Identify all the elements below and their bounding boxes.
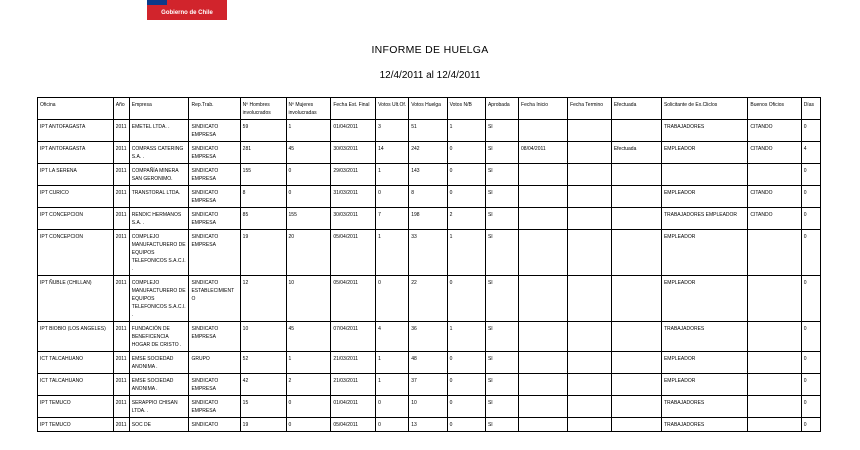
table-cell: 1 (376, 230, 409, 276)
table-cell (611, 230, 661, 276)
table-cell: COMPLEJO MANUFACTURERO DE EQUIPOS TELEFONICOS S.A.C.I. . (129, 276, 189, 322)
table-cell: 155 (240, 164, 286, 186)
table-cell (748, 374, 801, 396)
table-cell: 2011 (113, 396, 129, 418)
table-cell (568, 208, 612, 230)
table-cell: 8 (240, 186, 286, 208)
table-cell: 1 (376, 352, 409, 374)
table-cell (519, 374, 568, 396)
table-cell: 21/03/2011 (331, 352, 376, 374)
table-cell: 37 (409, 374, 447, 396)
table-cell (568, 230, 612, 276)
table-cell: SI (485, 142, 518, 164)
table-cell: 2011 (113, 352, 129, 374)
table-cell (568, 142, 612, 164)
table-cell: 01/04/2011 (331, 396, 376, 418)
table-cell: 0 (801, 276, 820, 322)
table-cell: 4 (376, 322, 409, 352)
table-cell (748, 230, 801, 276)
table-cell: 36 (409, 322, 447, 352)
table-cell: 0 (447, 186, 485, 208)
table-cell: 1 (286, 352, 331, 374)
table-cell: IPT CURICO (38, 186, 114, 208)
table-cell: 10 (240, 322, 286, 352)
table-cell: 05/04/2011 (331, 418, 376, 432)
table-cell: TRABAJADORES (661, 418, 747, 432)
government-logo (147, 0, 227, 20)
table-cell: SI (485, 418, 518, 432)
column-header: Votos N/B (447, 98, 485, 120)
table-cell: 42 (240, 374, 286, 396)
table-cell: SINDICATO (189, 418, 240, 432)
table-cell: COMPASS CATERING S.A. . (129, 142, 189, 164)
table-cell: 0 (447, 276, 485, 322)
table-cell (519, 186, 568, 208)
table-cell: 31/03/2011 (331, 186, 376, 208)
column-header: Rep.Trab. (189, 98, 240, 120)
table-cell (611, 164, 661, 186)
table-cell: EMETEL LTDA. . (129, 120, 189, 142)
table-cell (748, 276, 801, 322)
table-cell (748, 396, 801, 418)
table-cell: IPT ANTOFAGASTA (38, 120, 114, 142)
table-cell: 0 (801, 352, 820, 374)
table-cell: IPT LA SERENA (38, 164, 114, 186)
table-cell: 0 (376, 418, 409, 432)
table-cell (519, 230, 568, 276)
table-cell (568, 374, 612, 396)
table-cell: EMPLEADOR (661, 230, 747, 276)
table-cell: 0 (801, 120, 820, 142)
table-cell (611, 374, 661, 396)
table-cell: 14 (376, 142, 409, 164)
table-cell (568, 322, 612, 352)
table-cell: EMPLEADOR (661, 142, 747, 164)
table-row (38, 418, 821, 432)
table-cell: 0 (801, 164, 820, 186)
table-cell: IPT TEMUCO (38, 396, 114, 418)
table-row (38, 230, 821, 276)
table-cell (611, 352, 661, 374)
table-cell: 05/04/2011 (331, 276, 376, 322)
table-cell: 59 (240, 120, 286, 142)
table-cell: EMPLEADOR (661, 276, 747, 322)
table-cell: 0 (801, 374, 820, 396)
table-cell: 22 (409, 276, 447, 322)
table-cell: 1 (447, 120, 485, 142)
table-cell: SI (485, 374, 518, 396)
table-cell: 30/03/2011 (331, 208, 376, 230)
table-cell: SINDICATO EMPRESA (189, 208, 240, 230)
table-cell (748, 352, 801, 374)
table-cell: IPT CONCEPCION (38, 230, 114, 276)
table-cell: SI (485, 352, 518, 374)
table-cell: 0 (447, 142, 485, 164)
table-cell: 19 (240, 418, 286, 432)
column-header: Votos Huelga (409, 98, 447, 120)
table-body (38, 120, 821, 432)
table-cell: SINDICATO EMPRESA (189, 322, 240, 352)
table-cell (611, 208, 661, 230)
table-cell: 2 (286, 374, 331, 396)
table-cell (611, 322, 661, 352)
table-cell: 2011 (113, 208, 129, 230)
table-cell: 143 (409, 164, 447, 186)
table-cell: 1 (286, 120, 331, 142)
table-cell: 29/03/2011 (331, 164, 376, 186)
table-cell: 15 (240, 396, 286, 418)
table-cell: 0 (447, 396, 485, 418)
table-cell: 21/03/2011 (331, 374, 376, 396)
table-cell: SI (485, 120, 518, 142)
table-cell: 8 (409, 186, 447, 208)
table-cell: 0 (447, 352, 485, 374)
table-cell: TRANSTORAL LTDA. (129, 186, 189, 208)
table-cell: TRABAJADORES (661, 322, 747, 352)
column-header: Buenos Oficios (748, 98, 801, 120)
table-header-row (38, 98, 821, 120)
table-row (38, 374, 821, 396)
table-cell: EMSE SOCIEDAD ANONIMA . (129, 352, 189, 374)
table-cell: CITANDO (748, 142, 801, 164)
table-cell: GRUPO (189, 352, 240, 374)
table-cell: 1 (376, 164, 409, 186)
table-row (38, 120, 821, 142)
table-cell (568, 276, 612, 322)
table-cell: 0 (801, 230, 820, 276)
table-cell: 2011 (113, 322, 129, 352)
table-cell: 05/04/2011 (331, 230, 376, 276)
table-cell: 1 (447, 322, 485, 352)
table-cell: FUNDACIÓN DE BENEFICENCIA HOGAR DE CRISTO . (129, 322, 189, 352)
table-cell: RENDIC HERMANOS S.A. . (129, 208, 189, 230)
table-cell: ICT TALCAHUANO (38, 374, 114, 396)
table-cell: 7 (376, 208, 409, 230)
table-cell: 2011 (113, 276, 129, 322)
table-cell: 4 (801, 142, 820, 164)
table-cell: 0 (801, 208, 820, 230)
table-cell: SINDICATO EMPRESA (189, 164, 240, 186)
table-cell: 0 (286, 164, 331, 186)
table-cell (611, 418, 661, 432)
table-cell: CITANDO (748, 120, 801, 142)
table-cell: 30/03/2011 (331, 142, 376, 164)
table-cell (519, 164, 568, 186)
column-header: Fecha Inicio (519, 98, 568, 120)
table-row (38, 276, 821, 322)
table-cell: TRABAJADORES (661, 120, 747, 142)
logo-text: Gobierno de Chile (147, 5, 227, 20)
table-cell: SI (485, 396, 518, 418)
column-header: Nº Mujeres involucradas (286, 98, 331, 120)
table-cell: SI (485, 164, 518, 186)
table-cell: SINDICATO EMPRESA (189, 374, 240, 396)
column-header: Nº Hombres involucrados (240, 98, 286, 120)
table-cell (748, 164, 801, 186)
table-cell: COMPLEJO MANUFACTURERO DE EQUIPOS TELEFONICOS S.A.C.I. . (129, 230, 189, 276)
table-cell: 0 (447, 374, 485, 396)
table-cell (519, 276, 568, 322)
table-cell: 0 (286, 396, 331, 418)
table-cell (568, 418, 612, 432)
report-title: INFORME DE HUELGA (371, 44, 489, 56)
table-cell: 33 (409, 230, 447, 276)
table-cell (519, 352, 568, 374)
table-cell: 2 (447, 208, 485, 230)
table-cell: 2011 (113, 186, 129, 208)
table-row (38, 186, 821, 208)
table-cell: COMPAÑÍA MINERA SAN GERONIMO. (129, 164, 189, 186)
table-cell: 0 (801, 418, 820, 432)
table-cell: 20 (286, 230, 331, 276)
table-cell (611, 276, 661, 322)
table-cell: EMPLEADOR (661, 352, 747, 374)
table-cell: IPT ÑUBLE (CHILLAN) (38, 276, 114, 322)
table-cell: 45 (286, 322, 331, 352)
table-cell: SI (485, 208, 518, 230)
table-cell: 0 (447, 418, 485, 432)
table-cell: 2011 (113, 120, 129, 142)
table-cell: 08/04/2011 (519, 142, 568, 164)
table-cell (568, 186, 612, 208)
table-cell: 0 (376, 396, 409, 418)
table-cell: 2011 (113, 142, 129, 164)
table-cell: SINDICATO EMPRESA (189, 120, 240, 142)
table-cell: CITANDO (748, 186, 801, 208)
table-cell: 0 (376, 186, 409, 208)
table-cell: TRABAJADORES EMPLEADOR (661, 208, 747, 230)
report-date-range: 12/4/2011 al 12/4/2011 (379, 70, 481, 81)
table-cell: SINDICATO EMPRESA (189, 230, 240, 276)
table-row (38, 352, 821, 374)
table-cell: ICT TALCAHUANO (38, 352, 114, 374)
table-cell: 0 (801, 396, 820, 418)
column-header: Días (801, 98, 820, 120)
table-cell: SI (485, 186, 518, 208)
table-cell: SERAPPIO CHISAN LTDA. . (129, 396, 189, 418)
table-cell: 198 (409, 208, 447, 230)
column-header: Año (113, 98, 129, 120)
table-cell: CITANDO (748, 208, 801, 230)
table-cell: EMSE SOCIEDAD ANONIMA . (129, 374, 189, 396)
table-cell: 281 (240, 142, 286, 164)
table-cell: 19 (240, 230, 286, 276)
table-cell: 1 (447, 230, 485, 276)
table-cell: SI (485, 230, 518, 276)
table-row (38, 208, 821, 230)
table-cell: 242 (409, 142, 447, 164)
table-cell: 07/04/2011 (331, 322, 376, 352)
table-cell: 45 (286, 142, 331, 164)
table-cell: IPT TEMUCO (38, 418, 114, 432)
table-row (38, 142, 821, 164)
table-cell: 2011 (113, 164, 129, 186)
table-cell: 10 (409, 396, 447, 418)
table-cell (519, 418, 568, 432)
table-cell (519, 396, 568, 418)
table-cell: 85 (240, 208, 286, 230)
table-cell (748, 322, 801, 352)
strike-report-table (37, 97, 821, 432)
table-cell: 0 (801, 322, 820, 352)
table-cell: 01/04/2011 (331, 120, 376, 142)
table-cell: 0 (447, 164, 485, 186)
table-cell (568, 396, 612, 418)
table-cell: 0 (376, 276, 409, 322)
table-cell: 51 (409, 120, 447, 142)
table-cell: 13 (409, 418, 447, 432)
table-cell: IPT BIOBIO (LOS ANGELES) (38, 322, 114, 352)
table-cell (519, 208, 568, 230)
table-cell: Efectuada (611, 142, 661, 164)
table-row (38, 164, 821, 186)
table-cell: 10 (286, 276, 331, 322)
table-cell: 12 (240, 276, 286, 322)
table-cell: 0 (801, 186, 820, 208)
column-header: Votos Ult.Of. (376, 98, 409, 120)
table-cell: IPT CONCEPCION (38, 208, 114, 230)
table-cell: 2011 (113, 374, 129, 396)
table-cell: 155 (286, 208, 331, 230)
table-row (38, 396, 821, 418)
table-cell: SINDICATO EMPRESA (189, 396, 240, 418)
table-cell (661, 164, 747, 186)
column-header: Efectuada (611, 98, 661, 120)
column-header: Fecha Termino (568, 98, 612, 120)
table-cell: SI (485, 322, 518, 352)
table-cell: SINDICATO EMPRESA (189, 186, 240, 208)
table-cell: 3 (376, 120, 409, 142)
table-cell: SINDICATO ESTABLECIMIENTO (189, 276, 240, 322)
table-cell: SOC DE (129, 418, 189, 432)
table-cell (568, 352, 612, 374)
table-cell: 0 (286, 186, 331, 208)
table-cell (611, 120, 661, 142)
table-cell: 1 (376, 374, 409, 396)
table-cell: IPT ANTOFAGASTA (38, 142, 114, 164)
column-header: Empresa (129, 98, 189, 120)
column-header: Aprobada (485, 98, 518, 120)
table-cell: 2011 (113, 418, 129, 432)
table-cell (568, 164, 612, 186)
column-header: Oficina (38, 98, 114, 120)
table-cell: SI (485, 276, 518, 322)
table-cell: EMPLEADOR (661, 374, 747, 396)
table-cell: SINDICATO EMPRESA (189, 142, 240, 164)
table-row (38, 322, 821, 352)
table-cell (611, 396, 661, 418)
column-header: Solicitante de Ex.Cliclos (661, 98, 747, 120)
table-cell: 52 (240, 352, 286, 374)
table-cell: 0 (286, 418, 331, 432)
table-cell: 48 (409, 352, 447, 374)
table-cell: TRABAJADORES (661, 396, 747, 418)
table-cell (519, 120, 568, 142)
table-cell (611, 186, 661, 208)
table-cell: EMPLEADOR (661, 186, 747, 208)
column-header: Fecha Est. Final (331, 98, 376, 120)
table-cell (748, 418, 801, 432)
table-cell: 2011 (113, 230, 129, 276)
table-cell (519, 322, 568, 352)
table-cell (568, 120, 612, 142)
